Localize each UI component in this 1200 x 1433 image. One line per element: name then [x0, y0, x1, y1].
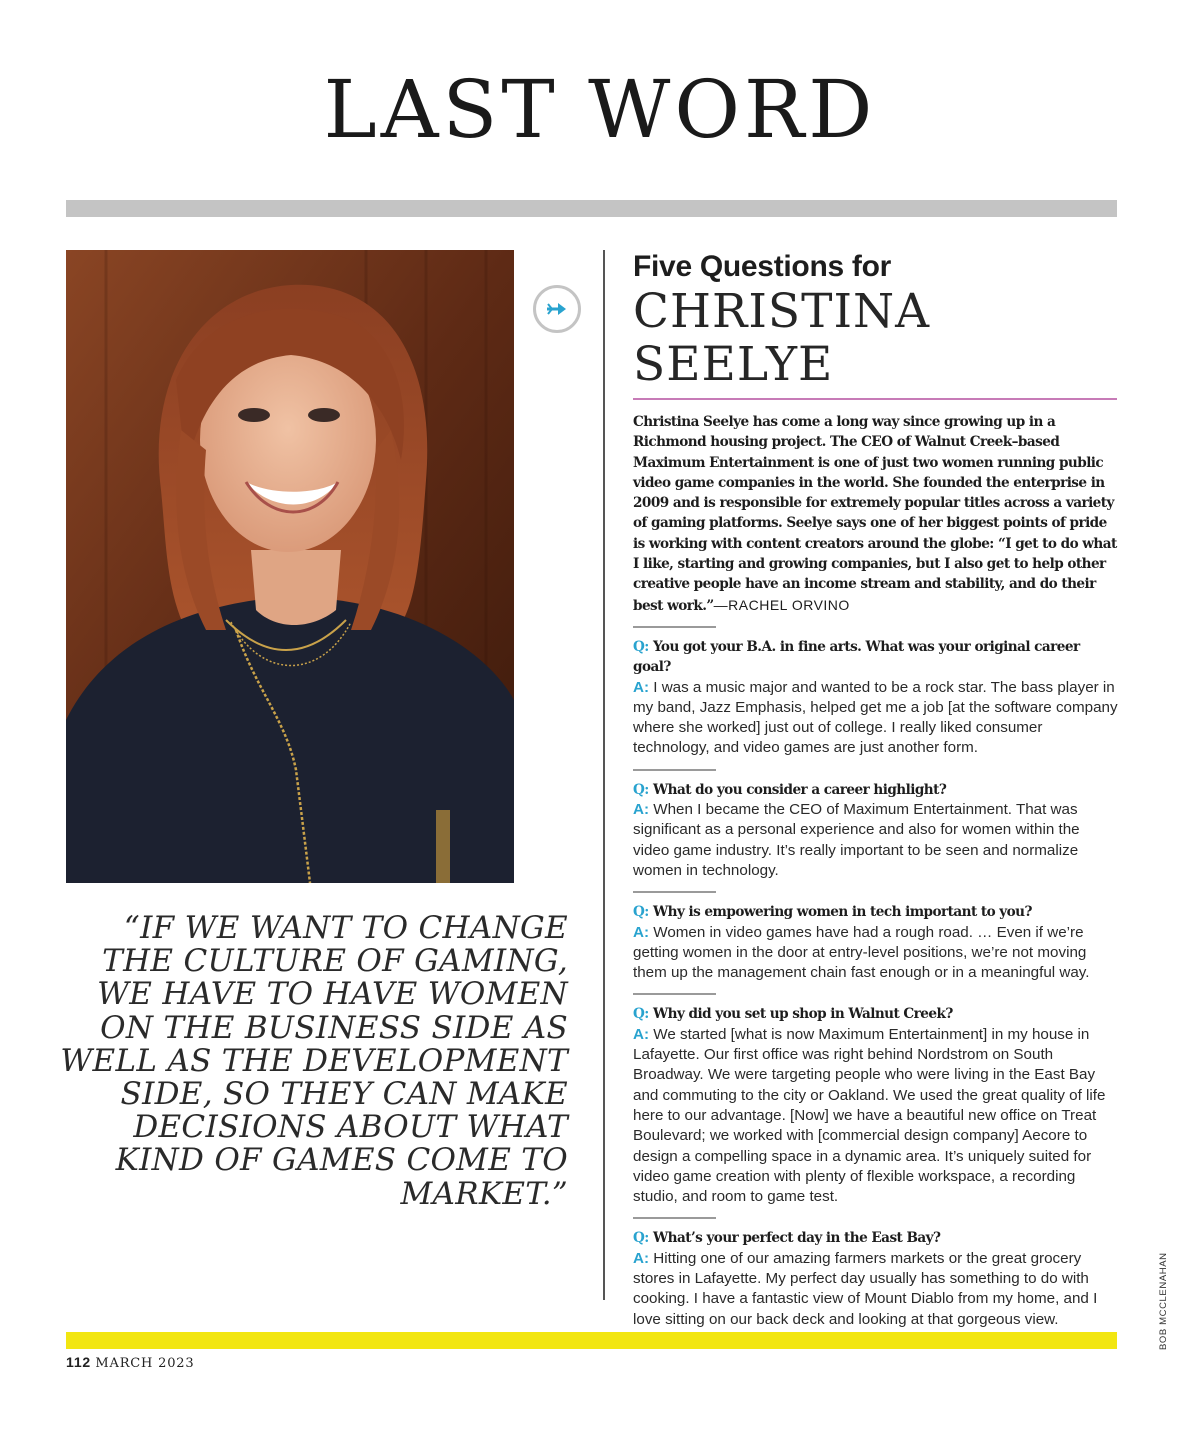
a-tag: A: — [633, 678, 650, 696]
q-tag: Q: — [633, 904, 649, 921]
answer — [633, 1025, 1118, 1208]
a-tag: A: — [633, 1025, 650, 1043]
qa-list — [633, 626, 1118, 1330]
answer-text: We started [what is now Maximum Entertainment] in my house in Lafayette. Our first office was right behind Nordstrom on South Broadway. We were targeting people who were living in the East Bay and commuting to the city or Oakland. We used the great quality of life here to our advantage. [Now] we have a beautiful new office on Treat Boulevard; we worked with [commercial design company] Aecore to design a compelling space in a dynamic area. It’s uniquely suited for video game creation with plenty of flexible workspace, a recording studio, and room to game test. — [633, 1025, 1106, 1206]
bottom-divider-bar — [66, 1332, 1117, 1349]
q-tag: Q: — [633, 781, 649, 798]
headline-line-2: SEELYE — [633, 337, 834, 392]
question — [633, 902, 1118, 922]
qa-divider — [633, 626, 716, 628]
answer-text: I was a music major and wanted to be a rock star. The bass player in my band, Jazz Emphasis, helped get me a job [at the software company where she worked] just out of college. I really liked consumer technology, and video games are just another form. — [633, 678, 1118, 757]
column-divider — [603, 250, 605, 1300]
page-number: 112 — [66, 1354, 91, 1370]
question-text: Why did you set up shop in Walnut Creek? — [652, 1006, 953, 1023]
question — [633, 1004, 1118, 1024]
page-folio — [66, 1354, 194, 1371]
answer — [633, 923, 1118, 984]
q-tag: Q: — [633, 1230, 649, 1247]
issue-date: MARCH 2023 — [95, 1356, 195, 1371]
article-kicker: Five Questions for — [633, 250, 891, 283]
top-divider-bar — [66, 200, 1117, 217]
q-tag: Q: — [633, 1006, 649, 1023]
question-text: Why is empowering women in tech important to you? — [652, 904, 1032, 921]
qa-divider — [633, 1217, 716, 1219]
a-tag: A: — [633, 923, 650, 941]
question — [633, 1228, 1118, 1248]
qa-divider — [633, 891, 716, 893]
answer — [633, 678, 1118, 759]
answer-text: Women in video games have had a rough road. … Even if we’re getting women in the door at entry-level positions, we’re not moving them up the management chain fast enough or in a meaningful way. — [633, 923, 1090, 982]
photo-credit: BOB MCCLENAHAN — [1158, 1252, 1169, 1350]
answer-text: Hitting one of our amazing farmers markets or the great grocery stores in Lafayette. My perfect day usually has something to do with cooking. I have a fantastic view of Mount Diablo from my home, and I love sitting on our back deck and looking at that gorgeous view. — [633, 1249, 1098, 1328]
answer-text: When I became the CEO of Maximum Entertainment. That was significant as a personal experience and also for women within the video game industry. It’s really important to be seen and normalize women in technology. — [633, 801, 1080, 879]
question-text: What’s your perfect day in the East Bay? — [652, 1230, 941, 1247]
q-tag: Q: — [633, 638, 649, 655]
article-headline — [633, 285, 1118, 391]
question-text: You got your B.A. in fine arts. What was your original career goal? — [633, 638, 1080, 676]
answer — [633, 1249, 1118, 1330]
pull-quote: “IF WE WANT TO CHANGE THE CULTURE OF GAMING, WE HAVE TO HAVE WOMEN ON THE BUSINESS SIDE AS WELL AS THE DEVELOPMENT SIDE, SO THEY CAN MAKE DECISIONS ABOUT WHAT KIND OF GAMES COME TO MARKET.” — [60, 910, 568, 1212]
headline-line-1: CHRISTINA — [633, 284, 931, 339]
arrow-right-icon[interactable] — [533, 285, 581, 333]
answer — [633, 800, 1118, 881]
question — [633, 780, 1118, 800]
headline-rule — [633, 398, 1117, 400]
a-tag: A: — [633, 801, 650, 819]
question-text: What do you consider a career highlight? — [652, 781, 947, 798]
article-column — [633, 250, 1118, 1330]
portrait-photo — [66, 250, 514, 883]
question — [633, 637, 1118, 678]
byline: —RACHEL ORVINO — [713, 596, 850, 613]
masthead-title: LAST WORD — [323, 63, 877, 156]
intro-paragraph — [633, 412, 1118, 616]
a-tag: A: — [633, 1249, 650, 1267]
qa-divider — [633, 769, 716, 771]
qa-divider — [633, 993, 716, 995]
intro-text: Christina Seelye has come a long way since growing up in a Richmond housing project. The CEO of Walnut Creek–based Maximum Entertainment is one of just two women running public video game companies in the world. She founded the enterprise in 2009 and is responsible for extremely popular titles across a variety of gaming platforms. Seelye says one of her biggest points of pride is working with content creators around the globe: “I get to do what I like, starting and growing companies, but I also get to help other creative people have an income stream and stability, and do their best work.” — [633, 414, 1117, 614]
